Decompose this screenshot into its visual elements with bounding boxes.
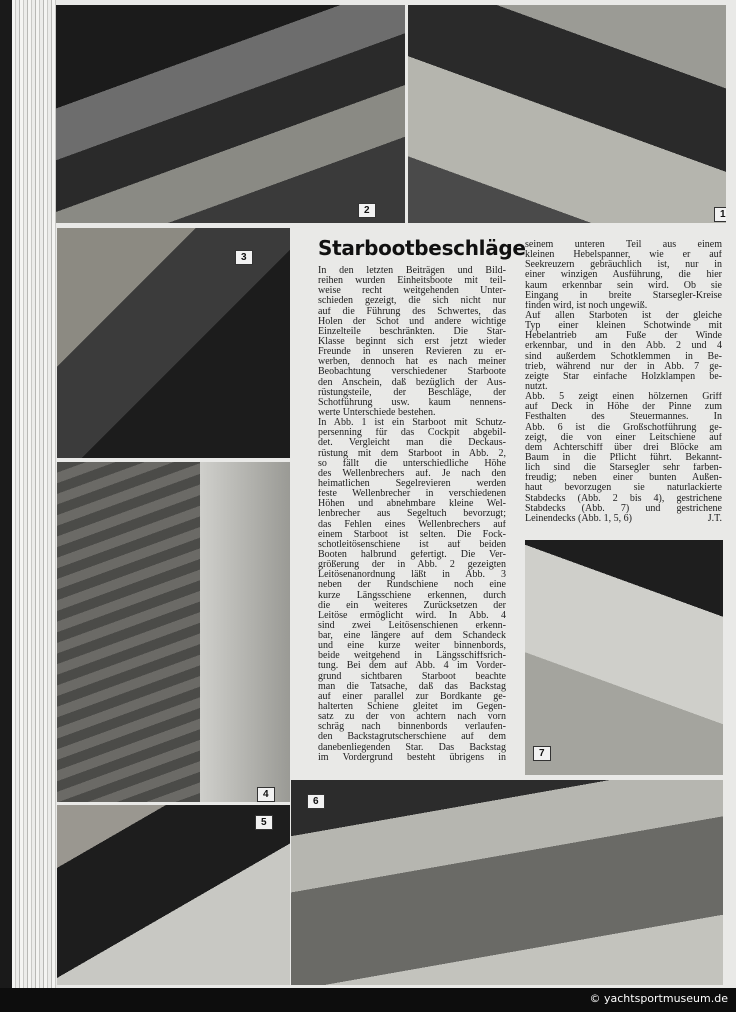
text-line: In Abb. 1 ist ein Starboot mit Schutz-	[318, 418, 506, 429]
figure-number: 6	[307, 794, 325, 809]
text-line: Stabdecks (Abb. 2 bis 4), gestrichene	[525, 493, 722, 504]
closing-text: Leinendecks (Abb. 1, 5, 6)	[525, 513, 632, 524]
photo-figure-3	[57, 228, 290, 458]
text-line: Festhalten des Steuermannes. In	[525, 412, 722, 423]
text-line: freudig; neben einer bunten Außen-	[525, 473, 722, 484]
text-line: Typ einer kleinen Schotwinde mit	[525, 321, 722, 332]
figure-number: 7	[533, 746, 551, 761]
text-line: tung. Bei dem auf Abb. 4 im Vorder-	[318, 661, 506, 672]
text-line: auf einer parallel zur Bordkante ge-	[318, 691, 506, 702]
text-line: Freunde in unseren Revieren zu er-	[318, 347, 506, 358]
bottom-bar	[0, 988, 736, 1012]
text-line: sind außerdem Schotklemmen in Be-	[525, 351, 722, 362]
text-line: Auf allen Starboten ist der gleiche	[525, 310, 722, 321]
text-line: lenbrecher aus Segeltuch bevorzugt;	[318, 509, 506, 520]
photo-figure-6	[291, 780, 723, 985]
text-line: einem Starboot ist selten. Die Fock-	[318, 529, 506, 540]
text-line: schotleitösenschiene ist auf beiden	[318, 539, 506, 550]
text-line: kurze Längsschiene erkennen, durch	[318, 590, 506, 601]
text-line: haut bevorzugen sie naturlackierte	[525, 483, 722, 494]
text-line: schieden gezeigt, die sich nicht nur	[318, 296, 506, 307]
text-line: lich sind die Starsegler sehr farben-	[525, 463, 722, 474]
text-line: Abb. 6 ist die Großschotführung ge-	[525, 422, 722, 433]
column-2-body	[525, 240, 722, 514]
text-line: des Wellenbrechers auf. Je nach den	[318, 468, 506, 479]
text-line: persenning für das Cockpit abgebil-	[318, 428, 506, 439]
text-line: die ein weiteres Zurücksetzen der	[318, 600, 506, 611]
photo-figure-7	[525, 540, 723, 775]
text-line: heimatlichen Segelrevieren werden	[318, 478, 506, 489]
text-line: In den letzten Beiträgen und Bild-	[318, 266, 506, 276]
text-line: auf die Führung des Schwertes, das	[318, 306, 506, 317]
text-line: dem Achterschiff über drei Blöcke am	[525, 442, 722, 453]
text-line: kleinen Hebelspanner, wie er auf	[525, 250, 722, 261]
text-line: danebenliegenden Star. Das Backstag	[318, 742, 506, 753]
photo-figure-4	[57, 462, 290, 802]
text-line: nutzt.	[525, 381, 548, 392]
text-line: Booten halbrund gefertigt. Die Ver-	[318, 549, 506, 560]
text-line: weise recht weitgehenden Unter-	[318, 286, 506, 297]
text-line: im Vordergrund besteht übrigens in	[318, 752, 506, 763]
text-line: werte Unterschiede bestehen.	[318, 407, 436, 418]
text-line: Schotführung usw. kaum nennens-	[318, 397, 506, 408]
text-line: bar, eine längere auf dem Schandeck	[318, 631, 506, 642]
text-line: seinem unteren Teil aus einem	[525, 240, 722, 250]
watermark: © yachtsportmuseum.de	[589, 992, 728, 1005]
text-line: werben, dennoch hat es nach meiner	[318, 357, 506, 368]
text-line: zeigt, die von einer Leitschiene auf	[525, 432, 722, 443]
figure-number: 4	[257, 787, 275, 802]
text-line: grund sichtbaren Starboot beachte	[318, 671, 506, 682]
text-line: man die Tatsache, daß das Backstag	[318, 681, 506, 692]
text-line: Hebelantrieb am Fuße der Winde	[525, 331, 722, 342]
photo-shading	[200, 462, 290, 802]
text-line: Beobachtung verschiedener Starboote	[318, 367, 506, 378]
figure-number: 5	[255, 815, 273, 830]
text-line: finden wird, ist noch ungewiß.	[525, 300, 648, 311]
text-line: schräg nach binnenbords verlaufen-	[318, 722, 506, 733]
text-line: den Anschein, daß bezüglich der Aus-	[318, 377, 506, 388]
text-line: Klasse beginnt sich erst jetzt wieder	[318, 336, 506, 347]
text-line: Seekreuzern gebräuchlich ist, nur in	[525, 260, 722, 271]
text-line: beide weitgehend in Längsschiffsrich-	[318, 651, 506, 662]
article-column-2	[525, 240, 722, 524]
text-line: det. Vergleicht man die Deckaus-	[318, 438, 506, 449]
magazine-binding	[12, 0, 56, 990]
text-line: Stabdecks (Abb. 7) und gestrichene	[525, 503, 722, 514]
photo-figure-5	[57, 805, 290, 985]
scan-edge	[0, 0, 12, 1012]
text-line: rüstung mit dem Starboot in Abb. 2,	[318, 448, 506, 459]
text-line: Einzelteile beschränkten. Die Star-	[318, 326, 506, 337]
text-line: reihen wurden Einheitsboote mit teil-	[318, 276, 506, 287]
text-line: das Fehlen eines Wellenbrechers auf	[318, 519, 506, 530]
text-line: zeigte Star einfache Holzklampen be-	[525, 371, 722, 382]
figure-number: 3	[235, 250, 253, 265]
text-line: Baum in die Pflicht führt. Bekannt-	[525, 452, 722, 463]
text-line: rüstungsteile, der Beschläge, der	[318, 387, 506, 398]
text-line: Holen der Schot und andere wichtige	[318, 316, 506, 327]
text-line: größerung der in Abb. 2 gezeigten	[318, 560, 506, 571]
text-line: und eine kurze weiter binnenbords,	[318, 641, 506, 652]
text-line: feste Wellenbrecher in verschiedenen	[318, 489, 506, 500]
text-line: Eingang in breite Starsegler-Kreise	[525, 290, 722, 301]
text-line: Leitösenanordnung läßt in Abb. 3	[318, 570, 506, 581]
article-column-1	[318, 266, 506, 763]
text-line: trieb, während nur der in Abb. 7 ge-	[525, 361, 722, 372]
text-line: Abb. 5 zeigt einen hölzernen Griff	[525, 392, 722, 403]
text-line: so fällt die unterschiedliche Höhe	[318, 458, 506, 469]
photo-figure-2	[56, 5, 405, 223]
article-title: Starbootbeschläge	[318, 236, 526, 260]
figure-number: 1	[714, 207, 726, 222]
text-line: satz zu der von achtern nach vorn	[318, 712, 506, 723]
text-line: halterten Schiene gleitet im Gegen-	[318, 702, 506, 713]
text-line: den Backstagrutscherschiene auf dem	[318, 732, 506, 743]
text-line: Leitöse ermöglicht wird. In Abb. 4	[318, 610, 506, 621]
text-line: auf Deck in Höhe der Pinne zum	[525, 402, 722, 413]
text-line: sind zwei Leitösenschienen erkenn-	[318, 620, 506, 631]
figure-number: 2	[358, 203, 376, 218]
text-line: einer winzigen Ausführung, die hier	[525, 270, 722, 281]
author-signature: J.T.	[707, 513, 722, 524]
closing-line	[525, 514, 722, 524]
text-line: kaum erkennbar sein wird. Ob sie	[525, 280, 722, 291]
photo-figure-1	[408, 5, 726, 223]
text-line: neben der Rundschiene noch eine	[318, 580, 506, 591]
text-line: Höhen und abnehmbare kleine Wel-	[318, 499, 506, 510]
text-line: erkennbar, und in den Abb. 2 und 4	[525, 341, 722, 352]
